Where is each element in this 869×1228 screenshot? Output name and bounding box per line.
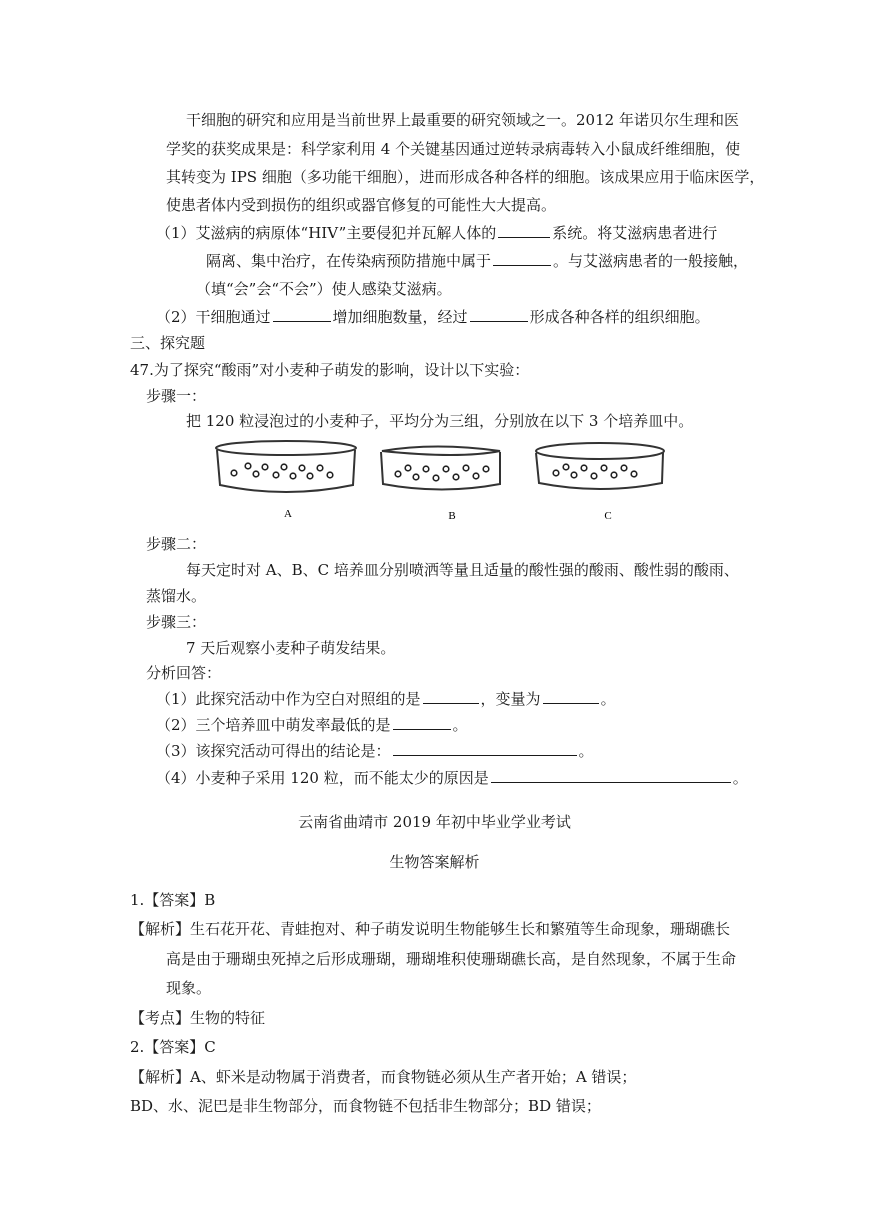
step2-label: 步骤二： <box>146 535 207 553</box>
a1a-text: （1）此探究活动中作为空白对照组的是 <box>156 690 421 708</box>
step1-text: 把 120 粒浸泡过的小麦种子，平均分为三组，分别放在以下 3 个培养皿中。 <box>186 412 694 430</box>
answer-blank[interactable] <box>498 223 550 238</box>
intro-line-2: 学奖的获奖成果是：科学家利用 4 个关键基因通过逆转录病毒转入小鼠成纤维细胞，使 <box>166 140 741 158</box>
a2b-text: 。 <box>452 716 468 734</box>
analysis-q2 <box>156 715 468 735</box>
q46-p1c-text: 隔离、集中治疗，在传染病预防措施中属于 <box>206 252 492 270</box>
answer-1-explanation-1: 【解析】生石花开花、青蛙抱对、种子萌发说明生物能够生长和繁殖等生命现象，珊瑚礁长 <box>130 920 731 938</box>
answer-blank[interactable] <box>393 715 451 730</box>
step1-label: 步骤一： <box>146 387 207 405</box>
analysis-q1 <box>156 689 616 709</box>
a3a-text: （3）该探究活动可得出的结论是： <box>156 742 391 760</box>
q46-p2b-text: 增加细胞数量，经过 <box>332 308 468 326</box>
dish-label-b: B <box>448 510 456 522</box>
analysis-label: 分析回答： <box>146 664 222 682</box>
q46-part1-line3: （填“会”会“不会”）使人感染艾滋病。 <box>196 280 452 298</box>
answer-blank[interactable] <box>393 741 577 756</box>
q46-p1b-text: 系统。将艾滋病患者进行 <box>552 224 718 242</box>
answer-2-explanation-2: BD、水、泥巴是非生物部分，而食物链不包括非生物部分；BD 错误； <box>130 1097 601 1115</box>
answer-blank[interactable] <box>423 689 479 704</box>
a2a-text: （2）三个培养皿中萌发率最低的是 <box>156 716 391 734</box>
a4a-text: （4）小麦种子采用 120 粒，而不能太少的原因是 <box>156 769 489 787</box>
q46-p2c-text: 形成各种各样的组织细胞。 <box>529 308 710 326</box>
answer-2: 2.【答案】C <box>130 1038 216 1056</box>
a1c-text: 。 <box>600 690 616 708</box>
q47-title: 47.为了探究“酸雨”对小麦种子萌发的影响，设计以下实验： <box>130 361 530 379</box>
seeds <box>231 463 637 481</box>
step3-label: 步骤三： <box>146 613 207 631</box>
a1b-text: ，变量为 <box>480 690 541 708</box>
answer-1-point: 【考点】生物的特征 <box>130 1009 266 1027</box>
q46-part1-line2 <box>206 251 748 271</box>
dish-label-a: A <box>284 508 292 520</box>
section-heading: 三、探究题 <box>130 334 206 352</box>
intro-line-3: 其转变为 IPS 细胞（多功能干细胞），进而形成各种各样的细胞。该成果应用于临床医学， <box>166 168 765 186</box>
q46-part1-line1 <box>156 223 717 243</box>
answer-blank[interactable] <box>470 307 528 322</box>
answer-1: 1.【答案】B <box>130 891 216 909</box>
dish-c <box>536 443 664 489</box>
analysis-q4 <box>156 768 748 788</box>
answer-blank[interactable] <box>491 768 731 783</box>
answer-blank[interactable] <box>543 689 599 704</box>
step3-text: 7 天后观察小麦种子萌发结果。 <box>186 639 396 657</box>
petri-dish-figure <box>210 437 670 529</box>
answer-1-explanation-3: 现象。 <box>166 979 212 997</box>
step2-text-1: 每天定时对 A、B、C 培养皿分别喷洒等量且适量的酸性强的酸雨、酸性弱的酸雨、 <box>186 561 739 579</box>
answer-2-explanation-1: 【解析】A、虾米是动物属于消费者，而食物链必须从生产者开始；A 错误； <box>130 1068 637 1086</box>
q46-p1a-text: （1）艾滋病的病原体“HIV”主要侵犯并瓦解人体的 <box>156 224 497 242</box>
analysis-q3 <box>156 741 594 761</box>
q46-p2a-text: （2）干细胞通过 <box>156 308 271 326</box>
q46-p1d-text: 。与艾滋病患者的一般接触， <box>553 252 749 270</box>
dish-label-c: C <box>604 510 612 522</box>
a3b-text: 。 <box>578 742 594 760</box>
q46-part2 <box>156 307 710 327</box>
answers-title: 云南省曲靖市 2019 年初中毕业学业考试 <box>298 813 571 831</box>
intro-line-1: 干细胞的研究和应用是当前世界上最重要的研究领域之一。2012 年诺贝尔生理和医 <box>186 111 739 129</box>
step2-text-2: 蒸馏水。 <box>146 587 207 605</box>
intro-line-4: 使患者体内受到损伤的组织或器官修复的可能性大大提高。 <box>166 196 557 214</box>
dish-b <box>381 447 500 490</box>
answer-blank[interactable] <box>493 251 551 266</box>
a4b-text: 。 <box>732 769 748 787</box>
answer-1-explanation-2: 高是由于珊瑚虫死掉之后形成珊瑚，珊瑚堆积使珊瑚礁长高，是自然现象，不属于生命 <box>166 950 737 968</box>
answer-blank[interactable] <box>273 307 331 322</box>
answers-subtitle: 生物答案解析 <box>389 853 480 871</box>
petri-dishes-svg <box>210 437 670 525</box>
